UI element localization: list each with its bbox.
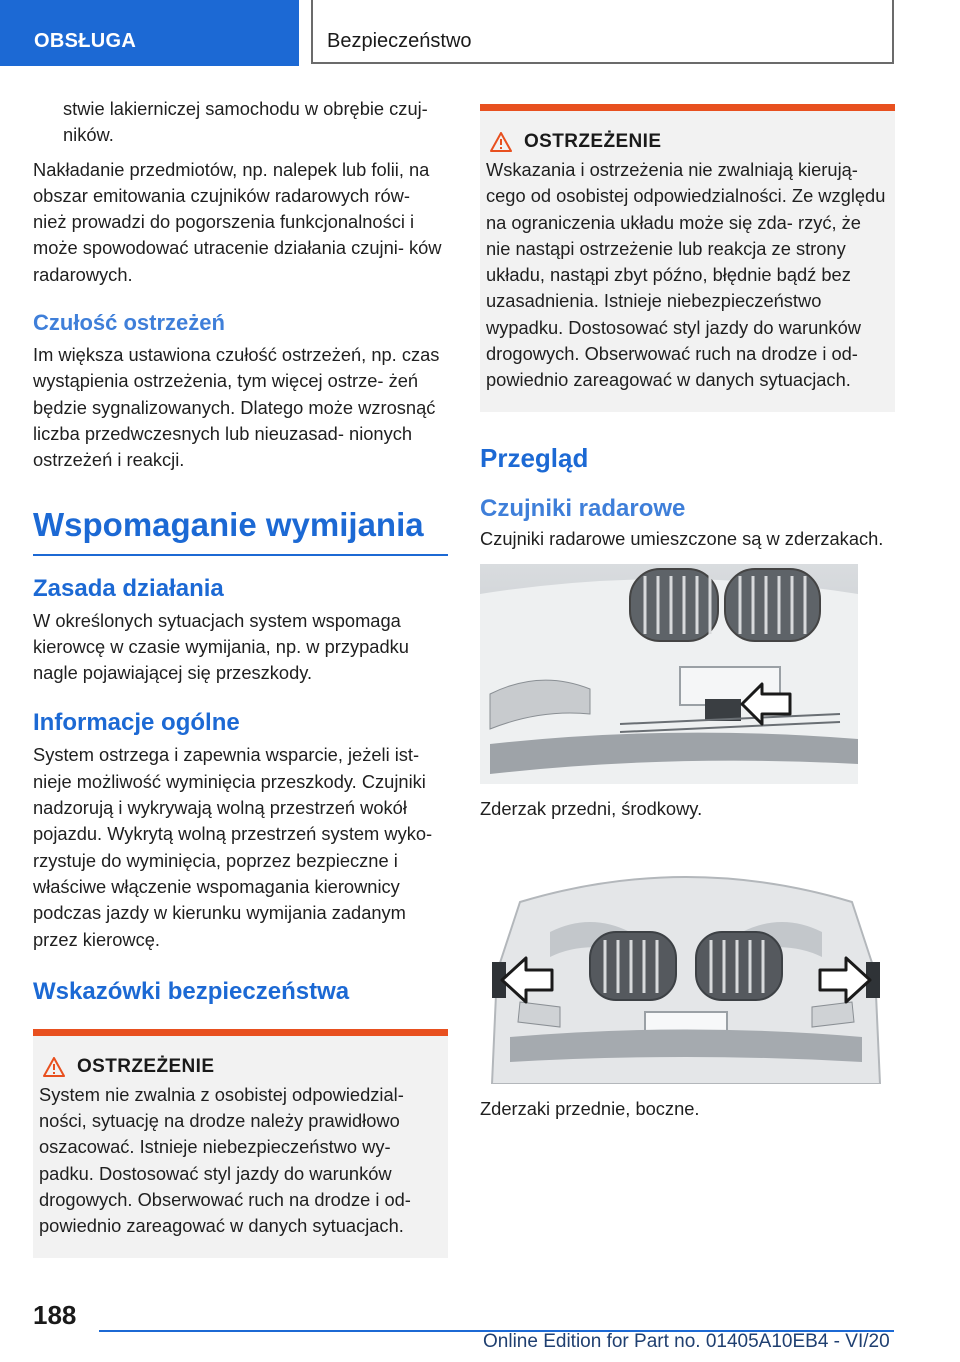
main-heading: Wspomaganie wymijania	[33, 504, 448, 556]
warning-text: Wskazania i ostrzeżenia nie zwalniają kierują- cego od osobistej odpowiedzialności. Ze względu na ograniczenia układu może się zda- rzyć, że nie nastąpi ostrzeżenie lub reakcja ze strony układu, nastąpi zbyt późno, błędnie bądź bez uzasadnienia. Istnieje niebezpieczeństwo wypadku. Dostosować styl jazdy do warunków drogowych. Obserwować ruch na drodze i od- powiednio zareagować w danych sytuacjach.	[486, 159, 886, 391]
warning-triangle-icon	[490, 132, 512, 152]
radar-paragraph: Czujniki radarowe umieszczone są w zderzakach.	[480, 527, 884, 549]
warning-triangle-icon	[43, 1057, 65, 1077]
caption-front-sides: Zderzaki przednie, boczne.	[480, 1098, 700, 1120]
general-paragraph: System ostrzega i zapewnia wsparcie, jeżeli ist- nieje możliwość wyminięcia przeszkody. Czujniki nadzorują i wykrywają wolną przestrzeń wokół pojazdu. Wykrytą wolną przestrzeń system wyko- rzystuje do wyminięcia, poprzez bezpieczne i właściwe włączenie wspomagania kierownicy podczas jazdy w kierunku wymijania zadanym przez kierowcę.	[33, 744, 433, 950]
radar-heading: Czujniki radarowe	[480, 494, 686, 522]
section-label: Bezpieczeństwo	[327, 30, 472, 52]
section-header	[311, 0, 894, 64]
warning-title: OSTRZEŻENIE	[524, 131, 662, 152]
principle-paragraph: W określonych sytuacjach system wspomaga kierowcę w czasie wymijania, np. w przypadku nagle pojawiającej się przeszkody.	[33, 609, 409, 684]
warning-text: System nie zwalnia z osobistej odpowiedzial- ności, sytuację na drodze należy prawidłowo oszacować. Istnieje niebezpieczeństwo wy- padku. Dostosować styl jazdy do warunków drogowych. Obserwować ruch na drodze i od- powiednio zareagować w danych sytuacjach.	[39, 1083, 411, 1237]
principle-heading: Zasada działania	[33, 574, 224, 602]
safety-heading: Wskazówki bezpieczeństwa	[33, 977, 350, 1005]
continued-paragraph: stwie lakierniczej samochodu w obrębie czuj- ników.	[63, 98, 428, 146]
warning-box	[33, 1029, 448, 1258]
edition-note: Online Edition for Part no. 01405A10EB4 - VI/20	[483, 1331, 890, 1352]
page-number: 188	[33, 1300, 77, 1330]
left-column	[33, 96, 448, 1258]
chapter-label: OBSŁUGA	[34, 30, 137, 52]
right-column	[480, 104, 895, 1123]
front-bumper-center-figure	[480, 564, 858, 784]
general-heading: Informacje ogólne	[33, 709, 240, 737]
caption-front-center: Zderzak przedni, środkowy.	[480, 797, 703, 819]
overview-heading: Przegląd	[480, 442, 589, 473]
stickers-paragraph: Nakładanie przedmiotów, np. nalepek lub folii, na obszar emitowania czujników radarowych rów- nież prowadzi do pogorszenia funkcjonalności i może spowodować utracenie działania czujni- ków radarowych.	[33, 158, 442, 285]
front-bumper-sides-figure	[490, 862, 882, 1084]
chapter-tab	[0, 0, 299, 66]
sensitivity-paragraph: Im większa ustawiona czułość ostrzeżeń, np. czas wystąpienia ostrzeżenia, tym więcej ostrze- żeń będzie sygnalizowanych. Dlatego może wzrosnąć liczba przedwczesnych lub nieuzasad- nionych ostrzeżeń i reakcji.	[33, 344, 440, 471]
car-front-center-illustration	[480, 564, 858, 784]
car-front-sides-illustration	[490, 862, 882, 1084]
sensitivity-heading: Czułość ostrzeżeń	[33, 310, 225, 336]
warning-title: OSTRZEŻENIE	[77, 1055, 215, 1077]
warning-title-row	[486, 131, 887, 153]
warning-title-row	[39, 1056, 440, 1078]
warning-box	[480, 104, 895, 412]
